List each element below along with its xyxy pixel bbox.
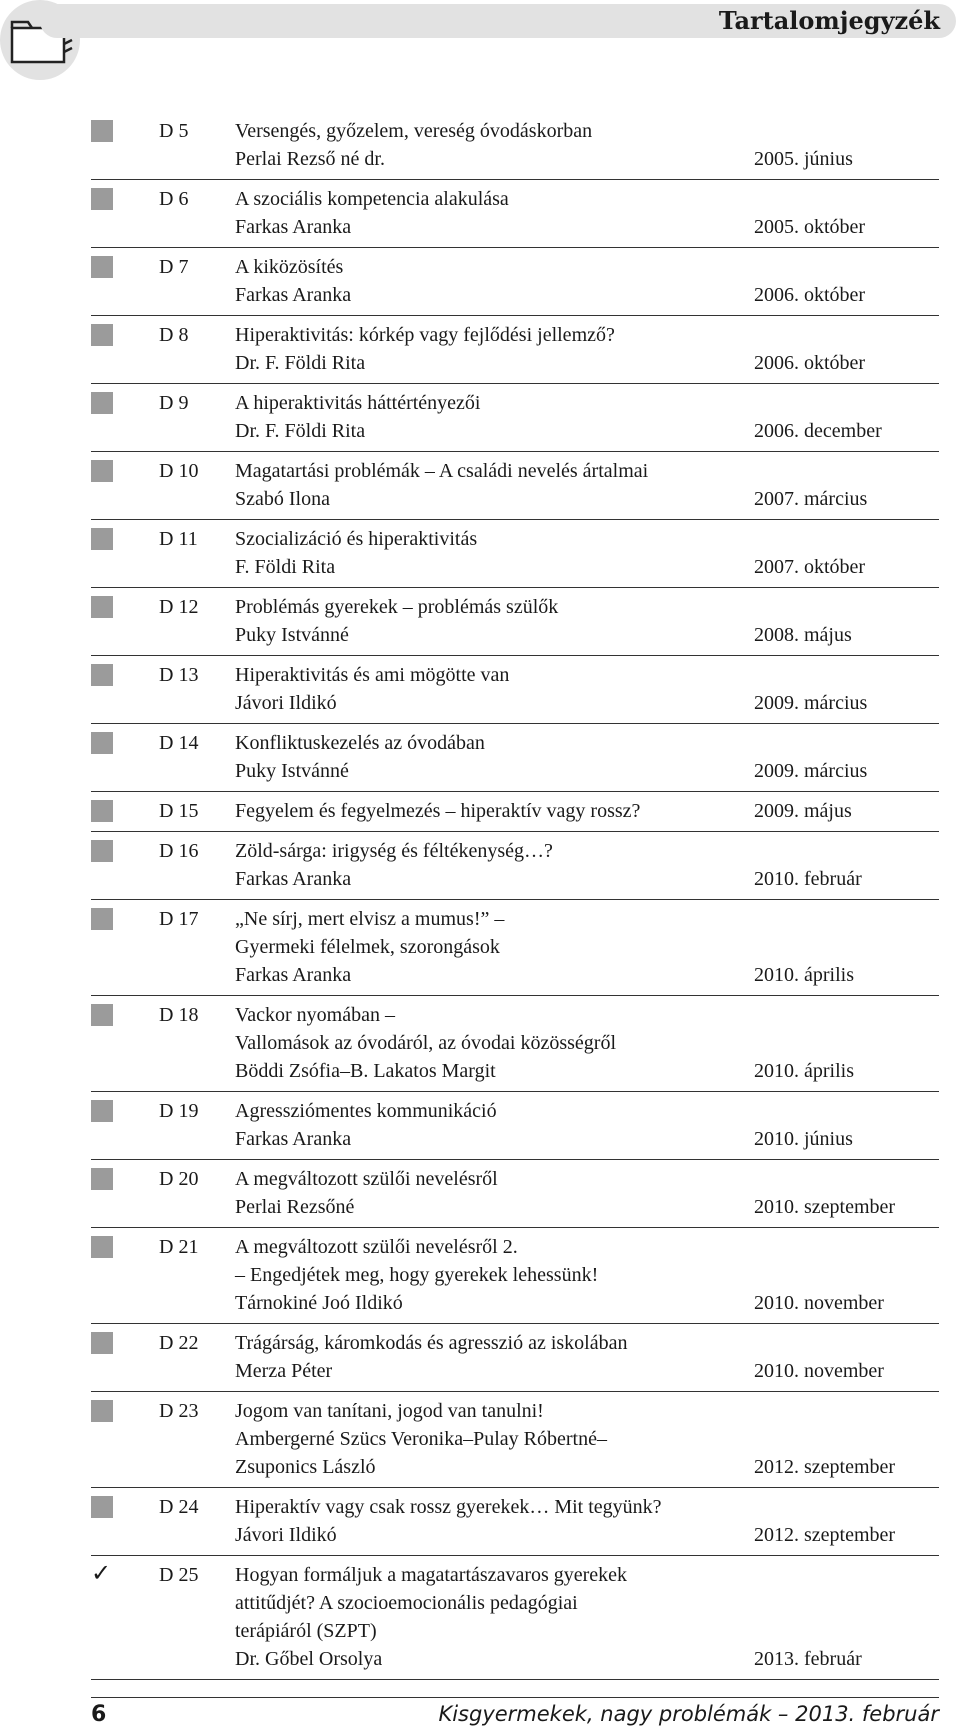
issue-date: 2006. október: [754, 284, 866, 306]
toc-entry: [91, 452, 939, 520]
entry-line: Hogyan formáljuk a magatartászavaros gyerekek: [235, 1564, 628, 1586]
gray-square-icon: [91, 120, 113, 142]
gray-square-icon: [91, 732, 113, 754]
gray-square-icon: [91, 908, 113, 930]
gray-square-icon: [91, 528, 113, 550]
entry-line: Farkas Aranka: [235, 284, 352, 306]
gray-square-icon: [91, 1168, 113, 1190]
entry-line: Gyermeki félelmek, szorongások: [235, 936, 500, 958]
toc-entry: [91, 1324, 939, 1392]
entry-line: Perlai Rezsőné: [235, 1196, 355, 1218]
entry-line: Konfliktuskezelés az óvodában: [235, 732, 485, 754]
issue-date: 2010. június: [754, 1128, 853, 1150]
issue-date: 2010. november: [754, 1292, 884, 1314]
toc-entry: [91, 1556, 939, 1680]
issue-date: 2005. október: [754, 216, 866, 238]
entry-line: Böddi Zsófia–B. Lakatos Margit: [235, 1060, 496, 1082]
gray-square-icon: [91, 1236, 113, 1258]
entry-line: Fegyelem és fegyelmezés – hiperaktív vagy rossz?: [235, 800, 641, 822]
gray-square-icon: [91, 1400, 113, 1422]
issue-date: 2007. március: [754, 488, 868, 510]
entry-line: Puky Istvánné: [235, 760, 349, 782]
gray-square-icon: [91, 664, 113, 686]
entry-line: Farkas Aranka: [235, 1128, 352, 1150]
issue-date: 2010. szeptember: [754, 1196, 896, 1218]
issue-code: D 19: [159, 1100, 199, 1122]
gray-square-icon: [91, 1496, 113, 1518]
entry-line: Magatartási problémák – A családi nevelés ártalmai: [235, 460, 649, 482]
entry-line: Vackor nyomában –: [235, 1004, 395, 1026]
issue-code: D 7: [159, 256, 189, 278]
footer-divider: [91, 1697, 939, 1698]
issue-date: 2010. április: [754, 964, 854, 986]
checkmark-icon: ✓: [91, 1559, 112, 1587]
entry-line: Szabó Ilona: [235, 488, 330, 510]
entry-line: Zsuponics László: [235, 1456, 376, 1478]
entry-line: A megváltozott szülői nevelésről 2.: [235, 1236, 518, 1258]
entry-line: Hiperaktivitás: kórkép vagy fejlődési jellemző?: [235, 324, 615, 346]
page-number: 6: [91, 1702, 107, 1727]
issue-date: 2005. június: [754, 148, 853, 170]
footer-publication-title: Kisgyermekek, nagy problémák – 2013. február: [438, 1702, 939, 1726]
issue-code: D 21: [159, 1236, 199, 1258]
toc-entry: [91, 384, 939, 452]
entry-line: Versengés, győzelem, vereség óvodáskorban: [235, 120, 593, 142]
toc-entry: [91, 112, 939, 180]
gray-square-icon: [91, 596, 113, 618]
entry-line: Farkas Aranka: [235, 868, 352, 890]
page-title: Tartalomjegyzék: [718, 6, 940, 35]
gray-square-icon: [91, 800, 113, 822]
entry-line: Jávori Ildikó: [235, 1524, 337, 1546]
entry-line: – Engedjétek meg, hogy gyerekek lehessünk!: [235, 1264, 599, 1286]
entry-line: F. Földi Rita: [235, 556, 336, 578]
issue-date: 2007. október: [754, 556, 866, 578]
toc-entry: [91, 724, 939, 792]
issue-date: 2009. május: [754, 800, 852, 822]
issue-code: D 18: [159, 1004, 199, 1026]
issue-date: 2010. április: [754, 1060, 854, 1082]
entry-line: Hiperaktív vagy csak rossz gyerekek… Mit tegyünk?: [235, 1496, 662, 1518]
entry-line: terápiáról (SZPT): [235, 1620, 377, 1642]
entry-line: „Ne sírj, mert elvisz a mumus!” –: [235, 908, 505, 930]
entry-line: A megváltozott szülői nevelésről: [235, 1168, 498, 1190]
issue-code: D 9: [159, 392, 189, 414]
entry-line: Trágárság, káromkodás és agresszió az iskolában: [235, 1332, 628, 1354]
gray-square-icon: [91, 256, 113, 278]
entry-line: Hiperaktivitás és ami mögötte van: [235, 664, 510, 686]
toc-entry: [91, 996, 939, 1092]
toc-entry: [91, 832, 939, 900]
issue-date: 2012. szeptember: [754, 1456, 896, 1478]
issue-code: D 20: [159, 1168, 199, 1190]
entry-line: attitűdjét? A szocioemocionális pedagógiai: [235, 1592, 578, 1614]
issue-code: D 8: [159, 324, 189, 346]
issue-code: D 6: [159, 188, 189, 210]
issue-date: 2010. február: [754, 868, 862, 890]
entry-line: Dr. Gőbel Orsolya: [235, 1648, 383, 1670]
entry-line: Agressziómentes kommunikáció: [235, 1100, 497, 1122]
entry-line: Problémás gyerekek – problémás szülők: [235, 596, 559, 618]
gray-square-icon: [91, 1004, 113, 1026]
toc-entry: [91, 1488, 939, 1556]
issue-date: 2012. szeptember: [754, 1524, 896, 1546]
toc-entry: [91, 316, 939, 384]
issue-code: D 14: [159, 732, 199, 754]
entry-line: A szociális kompetencia alakulása: [235, 188, 509, 210]
gray-square-icon: [91, 1100, 113, 1122]
issue-date: 2009. március: [754, 692, 868, 714]
issue-code: D 13: [159, 664, 199, 686]
issue-date: 2008. május: [754, 624, 852, 646]
issue-code: D 25: [159, 1564, 199, 1586]
issue-date: 2006. december: [754, 420, 882, 442]
issue-date: 2013. február: [754, 1648, 862, 1670]
issue-code: D 5: [159, 120, 189, 142]
entry-line: Ambergerné Szücs Veronika–Pulay Róbertné–: [235, 1428, 607, 1450]
issue-date: 2006. október: [754, 352, 866, 374]
issue-date: 2010. november: [754, 1360, 884, 1382]
issue-date: 2009. március: [754, 760, 868, 782]
entry-line: Dr. F. Földi Rita: [235, 420, 366, 442]
entry-line: A hiperaktivitás háttértényezői: [235, 392, 481, 414]
toc-entry: [91, 1392, 939, 1488]
gray-square-icon: [91, 324, 113, 346]
toc-entry: [91, 588, 939, 656]
entry-line: Tárnokiné Joó Ildikó: [235, 1292, 403, 1314]
entry-line: Zöld-sárga: irigység és féltékenység…?: [235, 840, 553, 862]
toc-entry: [91, 1092, 939, 1160]
toc-entry: [91, 1228, 939, 1324]
issue-code: D 17: [159, 908, 199, 930]
toc-entry: [91, 1160, 939, 1228]
issue-code: D 16: [159, 840, 199, 862]
toc-entry: [91, 520, 939, 588]
entry-line: Vallomások az óvodáról, az óvodai közösségről: [235, 1032, 617, 1054]
entry-line: Dr. F. Földi Rita: [235, 352, 366, 374]
toc-entry: [91, 656, 939, 724]
entry-line: Farkas Aranka: [235, 216, 352, 238]
issue-code: D 15: [159, 800, 199, 822]
issue-code: D 23: [159, 1400, 199, 1422]
toc-entry: [91, 900, 939, 996]
entry-line: Jogom van tanítani, jogod van tanulni!: [235, 1400, 544, 1422]
table-of-contents: [91, 112, 939, 1680]
gray-square-icon: [91, 188, 113, 210]
gray-square-icon: [91, 460, 113, 482]
issue-code: D 12: [159, 596, 199, 618]
issue-code: D 10: [159, 460, 199, 482]
toc-entry: [91, 248, 939, 316]
entry-line: Jávori Ildikó: [235, 692, 337, 714]
gray-square-icon: [91, 1332, 113, 1354]
gray-square-icon: [91, 840, 113, 862]
toc-entry: [91, 180, 939, 248]
issue-code: D 22: [159, 1332, 199, 1354]
toc-entry: [91, 792, 939, 832]
gray-square-icon: [91, 392, 113, 414]
entry-line: A kiközösítés: [235, 256, 344, 278]
entry-line: Farkas Aranka: [235, 964, 352, 986]
entry-line: Szocializáció és hiperaktivitás: [235, 528, 478, 550]
entry-line: Puky Istvánné: [235, 624, 349, 646]
entry-line: Perlai Rezső né dr.: [235, 148, 385, 170]
issue-code: D 11: [159, 528, 198, 550]
issue-code: D 24: [159, 1496, 199, 1518]
entry-line: Merza Péter: [235, 1360, 333, 1382]
